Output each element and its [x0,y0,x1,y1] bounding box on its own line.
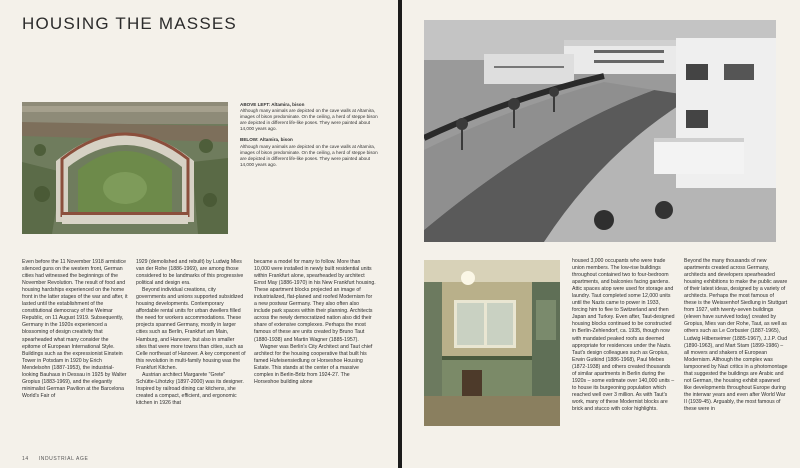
running-footer: INDUSTRIAL AGE [38,456,89,462]
curved-street-housing-photo [424,20,776,242]
text-column-5 [684,258,788,413]
caption-below [240,137,378,167]
chapter-title: HOUSING THE MASSES [22,14,237,33]
paragraph: 1929 (demolished and rebuilt) by Ludwig Mies van der Rohe (1886-1969), are among those considered to be landmarks of this progressive political and design era. [136,259,244,287]
text-column-1 [22,259,128,400]
paragraph: Austrian architect Margarete "Grete" Schütte-Lihotzky (1897-2000) was its designer. Inspired by railroad dining car kitchens, she created a compact, efficient, and ergonomic kitchen in 1926 that [136,371,244,406]
aerial-photo-horseshoe-estate [22,102,228,234]
paragraph: Beyond individual creations, city governments and unions supported subsidized housing developments. Contemporary affordable rental units for urban dwellers filled the need for workers accommodations. These projects spanned Germany, mostly in larger cities such as Berlin, Frankfurt am Main, Hamburg, and Hanover, but also in smaller sites that were more towns than cities, such as Celle northeast of Hanover. A key component of this revolution in multi-family housing was the Frankfurt Kitchen. [136,287,246,371]
caption-above-left [240,102,378,132]
text-column-3 [254,259,376,386]
paragraph: Wagner was Berlin's City Architect and Taut chief architect for the housing cooperative that built his famed Hufeisensiedlung or Horseshoe Housing Estate. This stands at the center of a massive complex in Berlin-Britz from 1924-27. The Horseshoe building alone [254,343,373,385]
caption-heading: BELOW: Altamira, bison [240,137,293,143]
paragraph: Even before the 11 November 1918 armistice silenced guns on the western front, German cities had witnessed the beginnings of the November Revolution. The result of food and housing hardships experienced on the home front in the latter stages of the war and after, it lasted until the establishment of the constitutional democracy of the Weimar Republic, on 11 August 1919. Subsequently, Germany in the 1920s experienced a blossoming of design creativity that spearheaded what many consider the epitome of European International Style. Buildings such as the expressionist Einstein Tower in Potsdam in 1920 by Erich Mendelsohn (1887-1953), the industrial-looking Bauhaus in Dessau in 1925 by Walter Gropius (1883-1969), and the elegantly minimalist German Pavilion at the Barcelona World's Fair of [22,259,128,399]
page-number: 14 [22,456,29,462]
photo-captions [240,102,378,173]
caption-heading: ABOVE LEFT: Altamira, bison [240,102,305,107]
right-page [402,0,800,468]
paragraph: Beyond the many thousands of new apartments created across Germany, architects and developers spearheaded housing exhibitions to make the public aware of their latest ideas, designed by a variety of architects. Perhaps the most famous of these is the Weissenhof Siedlung in Stuttgart from 1927, with twenty-seven buildings (eleven have survived today) created by Gropius, Mies van der Rohe, Taut, as well as others such as Le Corbusier (1887-1965), Ludwig Hilberseimer (1885-1967), J.J.P. Oud (1890-1963), and Mart Stam (1899-1986) – all movers and shakers of European Modernism. Although the complex was lampooned by Nazi critics in a photomontage that suggested the buildings are Arabic and not German, the housing exhibit spawned like developments throughout Europe during the interwar years and even after World War II (1939-45). Arguably, the most famous of these were in [684,258,788,412]
frankfurt-kitchen-photo [424,260,560,426]
caption-body: Although many animals are depicted on the cave walls at Altamira, images of bison predominate. On the ceiling, a herd of steppe bison are depicted in different life-like poses. They were painted about 14,000 years ago. [240,143,378,167]
folio [22,456,96,462]
caption-body: Although many animals are depicted on the cave walls at Altamira, images of bison predominate. On the ceiling, a herd of steppe bison are depicted in different life-like poses. They were painted about 14,000 years ago. [240,108,378,132]
paragraph: became a model for many to follow. More than 10,000 were installed in newly built residential units within Frankfurt alone, spearheaded by architect Ernst May (1886-1970) in his New Frankfurt housing. These apartment blocks projected an image of industrialized, flat-planed and roofed Modernism for a new postwar Germany. They also often also include park spaces within their planning. Architects across the newly democratized nation also did their share of extensive complexes. Perhaps the most famous of these are units created by Bruno Taut (1880-1938) and Martin Wagner (1885-1957). [254,259,376,343]
text-column-2 [136,259,246,407]
text-column-4 [572,258,676,413]
left-page [0,0,398,468]
paragraph: housed 3,000 occupants who were trade union members. The low-rise buildings throughout contained two to four-bedroom apartments, and balconies facing gardens. Attic spaces atop were used for storage and laundry. Taut completed some 12,000 units until the Nazis came to power in 1933, forcing him to flee to Switzerland and then Japan and Turkey. Even after, Taut-designed housing blocks continued to be constructed in Berlin-Zehlendorf, ca. 1935, though now with mandated peaked roofs as deemed appropriate for residences under the Nazis. Taut's design colleagues such as Gropius, Erwin Gutkind (1886-1968), Paul Mebes (1872-1938) and others created thousands of similar apartments in Berlin during the 1920s – some estimate over 140,000 units – to house its burgeoning population which reached well over 3 million. As with Taut's work, many of these Modernist blocks are brick and stucco with color highlights. [572,258,675,412]
